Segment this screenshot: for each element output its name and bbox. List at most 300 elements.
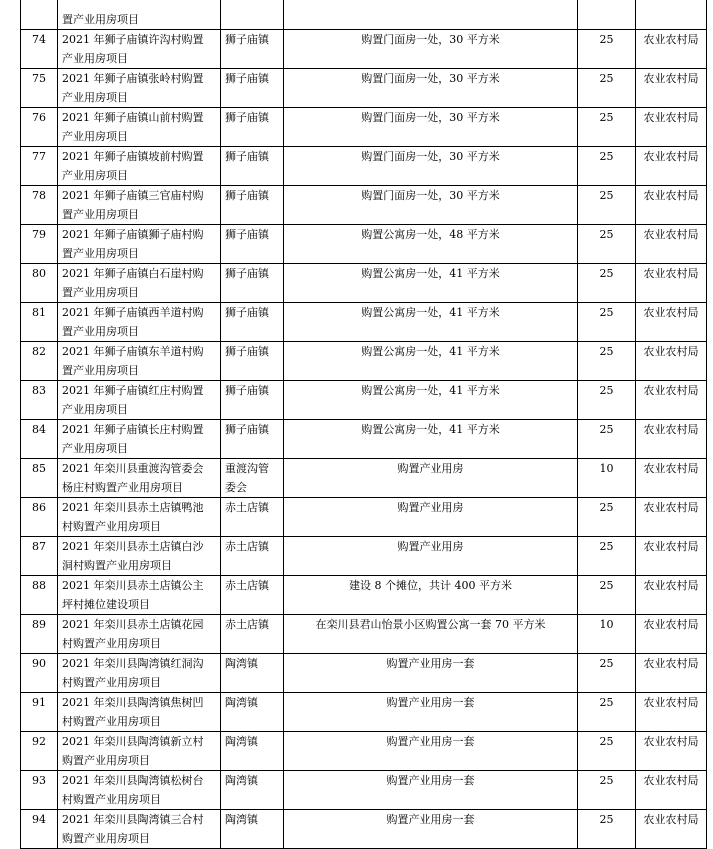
cell-project-line2: 村购置产业用房项目 [62,715,161,728]
cell-dept-line1: 农业农村局 [643,228,699,241]
cell-dept-line1: 农业农村局 [643,384,699,397]
cell-project-line1: 2021 年栾川县陶湾镇新立村 [62,735,204,748]
cell-town [221,264,284,303]
cell-no-line1: 87 [32,540,46,553]
cell-project-line2: 村购置产业用房项目 [62,676,161,689]
cell-no [21,69,58,108]
table-row [21,576,707,615]
cell-town [221,498,284,537]
cell-town [221,810,284,849]
cell-no-line1: 80 [32,267,46,280]
cell-content [284,303,578,342]
cell-content-line1: 购置公寓房一处，41 平方米 [361,423,500,436]
cell-project [58,108,221,147]
cell-dept-line1: 农业农村局 [643,774,699,787]
cell-project-line2: 村购置产业用房项目 [62,520,161,533]
cell-amount-line1: 10 [599,462,614,475]
cell-project-line1: 2021 年栾川县赤土店镇鸭池 [62,501,204,514]
cell-dept [636,771,707,810]
cell-content [284,537,578,576]
cell-town-line1: 陶湾镇 [225,657,258,670]
cell-town [221,381,284,420]
cell-amount-line1: 25 [599,657,614,670]
cell-project-line1: 2021 年狮子庙镇坡前村购置 [62,150,204,163]
cell-dept [636,69,707,108]
cell-no [21,342,58,381]
table-row [21,420,707,459]
cell-project-line2: 置产业用房项目 [62,364,139,377]
cell-project-line1: 2021 年栾川县赤土店镇花园 [62,618,204,631]
cell-dept [636,732,707,771]
cell-amount-line1: 25 [599,735,614,748]
cell-project-line1: 2021 年狮子庙镇山前村购置 [62,111,204,124]
cell-no-line1: 88 [32,579,46,592]
table-row [21,615,707,654]
cell-project [58,264,221,303]
cell-town [221,147,284,186]
cell-content [284,459,578,498]
cell-dept [636,654,707,693]
table-row [21,459,707,498]
cell-dept [636,30,707,69]
table-row [21,264,707,303]
cell-project-line2: 洞村购置产业用房项目 [62,559,172,572]
cell-content-line1: 购置门面房一处，30 平方米 [361,33,500,46]
cell-project-line2: 坪村摊位建设项目 [62,598,150,611]
cell-dept-line1: 农业农村局 [643,189,699,202]
cell-dept [636,0,707,30]
cell-content [284,615,578,654]
cell-content-line1: 购置门面房一处，30 平方米 [361,111,500,124]
cell-no-line1: 84 [32,423,46,436]
cell-no [21,498,58,537]
cell-town-line1: 陶湾镇 [225,774,258,787]
cell-amount [578,732,636,771]
cell-no [21,615,58,654]
cell-content-line1: 购置产业用房一套 [386,735,475,748]
table-row [21,225,707,264]
cell-amount-line1: 25 [599,774,614,787]
cell-project [58,303,221,342]
cell-amount-line1: 25 [599,813,614,826]
cell-amount-line1: 10 [599,618,614,631]
cell-project-line1: 2021 年栾川县陶湾镇焦树凹 [62,696,204,709]
cell-no-line1: 93 [32,774,46,787]
cell-dept [636,810,707,849]
cell-content-line1: 购置产业用房一套 [386,813,475,826]
cell-town-line1: 陶湾镇 [225,813,258,826]
cell-project-line1: 2021 年狮子庙镇白石崖村购 [62,267,204,280]
cell-project-line1: 2021 年狮子庙镇红庄村购置 [62,384,204,397]
cell-project [58,147,221,186]
cell-town [221,69,284,108]
cell-town-line1: 狮子庙镇 [225,306,269,319]
cell-dept-line1: 农业农村局 [643,813,699,826]
cell-no [21,303,58,342]
cell-no-line1: 82 [32,345,46,358]
cell-town-line1: 陶湾镇 [225,696,258,709]
cell-content-line1: 购置公寓房一处，41 平方米 [361,267,500,280]
cell-content [284,186,578,225]
cell-town [221,732,284,771]
cell-no [21,30,58,69]
cell-town [221,459,284,498]
cell-project-line1: 2021 年狮子庙镇三官庙村购 [62,189,204,202]
cell-dept [636,264,707,303]
cell-amount [578,420,636,459]
cell-project-line2: 购置产业用房项目 [62,754,150,767]
cell-town-line1: 狮子庙镇 [225,111,269,124]
project-table [20,0,707,849]
cell-content [284,147,578,186]
cell-dept-line1: 农业农村局 [643,696,699,709]
project-line2: 置产业用房项目 [62,13,139,26]
table-row [21,810,707,849]
cell-amount [578,537,636,576]
cell-project [58,69,221,108]
cell-town [221,576,284,615]
cell-town-line1: 狮子庙镇 [225,267,269,280]
cell-town [221,420,284,459]
cell-no [21,147,58,186]
cell-content-line1: 购置产业用房一套 [386,657,475,670]
table-row [21,771,707,810]
cell-project-line1: 2021 年栾川县陶湾镇红洞沟 [62,657,204,670]
cell-dept-line1: 农业农村局 [643,33,699,46]
cell-no-line1: 86 [32,501,46,514]
cell-town [221,537,284,576]
cell-content [284,693,578,732]
cell-town-line1: 狮子庙镇 [225,345,269,358]
cell-dept [636,225,707,264]
cell-content-line1: 购置公寓房一处，41 平方米 [361,345,500,358]
cell-no-line1: 81 [32,306,46,319]
cell-dept-line1: 农业农村局 [643,423,699,436]
cell-dept-line1: 农业农村局 [643,657,699,670]
cell-amount [578,186,636,225]
cell-project [58,654,221,693]
cell-town-line1: 狮子庙镇 [225,189,269,202]
cell-amount-line1: 25 [599,189,614,202]
table-row-partial [21,0,707,30]
cell-content-line1: 购置产业用房 [397,462,464,475]
cell-amount [578,0,636,30]
cell-amount [578,108,636,147]
cell-no-line1: 90 [32,657,46,670]
cell-content [284,264,578,303]
cell-content-line1: 购置产业用房 [397,540,464,553]
cell-project [58,810,221,849]
cell-no-line1: 85 [32,462,46,475]
cell-content-line1: 购置公寓房一处，41 平方米 [361,306,500,319]
cell-no [21,225,58,264]
cell-dept [636,381,707,420]
cell-project [58,732,221,771]
cell-content [284,108,578,147]
cell-dept-line1: 农业农村局 [643,150,699,163]
cell-amount [578,654,636,693]
cell-town-line1: 重渡沟管 [225,462,269,475]
cell-town [221,30,284,69]
cell-dept [636,498,707,537]
table-row [21,693,707,732]
cell-project-line1: 2021 年栾川县赤土店镇白沙 [62,540,204,553]
cell-content-line1: 购置公寓房一处，48 平方米 [361,228,500,241]
cell-no-line1: 75 [32,72,46,85]
cell-content [284,732,578,771]
cell-dept [636,342,707,381]
cell-content [284,30,578,69]
cell-dept-line1: 农业农村局 [643,111,699,124]
cell-no-line1: 94 [32,813,46,826]
cell-project [58,459,221,498]
cell-town-line1: 赤土店镇 [225,501,269,514]
cell-project-line2: 置产业用房项目 [62,247,139,260]
cell-dept-line1: 农业农村局 [643,540,699,553]
cell-dept-line1: 农业农村局 [643,462,699,475]
cell-town [221,0,284,30]
cell-amount-line1: 25 [599,579,614,592]
table-row [21,498,707,537]
cell-amount-line1: 25 [599,267,614,280]
cell-town [221,108,284,147]
cell-amount [578,225,636,264]
cell-no [21,264,58,303]
cell-town [221,771,284,810]
cell-no [21,810,58,849]
cell-content-line1: 购置产业用房一套 [386,774,475,787]
cell-town [221,342,284,381]
cell-amount-line1: 25 [599,696,614,709]
cell-amount [578,810,636,849]
cell-project [58,381,221,420]
cell-no [21,576,58,615]
cell-town-line1: 狮子庙镇 [225,150,269,163]
cell-content-line1: 在栾川县君山怡景小区购置公寓一套 70 平方米 [315,618,546,631]
table-row [21,108,707,147]
cell-content-line1: 建设 8 个摊位，共计 400 平方米 [349,579,512,592]
cell-no [21,732,58,771]
cell-dept [636,147,707,186]
cell-project-line2: 置产业用房项目 [62,208,139,221]
cell-amount [578,498,636,537]
cell-no [21,771,58,810]
cell-project-line1: 2021 年狮子庙镇张岭村购置 [62,72,204,85]
cell-project-line1: 2021 年狮子庙镇东羊道村购 [62,345,204,358]
cell-town-line1: 狮子庙镇 [225,423,269,436]
cell-amount [578,381,636,420]
cell-project [58,420,221,459]
cell-amount [578,459,636,498]
table-row [21,537,707,576]
cell-content-line1: 购置门面房一处，30 平方米 [361,189,500,202]
cell-town-line1: 赤土店镇 [225,579,269,592]
cell-content [284,69,578,108]
cell-project [58,225,221,264]
cell-town [221,303,284,342]
cell-no-line1: 78 [32,189,46,202]
cell-project [58,771,221,810]
cell-amount [578,69,636,108]
cell-town-line1: 狮子庙镇 [225,384,269,397]
cell-project [58,537,221,576]
cell-town-line1: 赤土店镇 [225,540,269,553]
cell-town [221,693,284,732]
cell-project-line2: 购置产业用房项目 [62,832,150,845]
cell-amount [578,615,636,654]
cell-content [284,381,578,420]
cell-project-line1: 2021 年栾川县陶湾镇松树台 [62,774,204,787]
cell-project [58,186,221,225]
cell-town-line1: 狮子庙镇 [225,33,269,46]
cell-amount-line1: 25 [599,384,614,397]
cell-content [284,342,578,381]
cell-content [284,498,578,537]
cell-dept-line1: 农业农村局 [643,306,699,319]
cell-no-line1: 79 [32,228,46,241]
cell-content [284,810,578,849]
cell-amount-line1: 25 [599,501,614,514]
table-row [21,342,707,381]
cell-town-line1: 陶湾镇 [225,735,258,748]
cell-dept-line1: 农业农村局 [643,735,699,748]
cell-project [58,0,221,30]
table-row [21,381,707,420]
cell-town-line2: 委会 [225,481,247,494]
cell-amount-line1: 25 [599,150,614,163]
table-row [21,186,707,225]
cell-project-line2: 置产业用房项目 [62,286,139,299]
cell-project-line1: 2021 年栾川县陶湾镇三合村 [62,813,204,826]
cell-project-line2: 产业用房项目 [62,91,128,104]
cell-content-line1: 购置产业用房 [397,501,464,514]
cell-project-line1: 2021 年狮子庙镇许沟村购置 [62,33,204,46]
cell-no-line1: 83 [32,384,46,397]
cell-amount-line1: 25 [599,228,614,241]
cell-amount [578,147,636,186]
cell-project [58,498,221,537]
cell-no-line1: 91 [32,696,46,709]
cell-project [58,615,221,654]
cell-no-line1: 92 [32,735,46,748]
cell-town [221,615,284,654]
cell-amount [578,342,636,381]
cell-no [21,108,58,147]
cell-content [284,0,578,30]
cell-dept [636,186,707,225]
table-row [21,147,707,186]
cell-amount-line1: 25 [599,423,614,436]
cell-project [58,342,221,381]
cell-dept [636,576,707,615]
cell-project-line2: 置产业用房项目 [62,325,139,338]
cell-dept [636,459,707,498]
table-row [21,69,707,108]
cell-town [221,654,284,693]
cell-content-line1: 购置门面房一处，30 平方米 [361,72,500,85]
cell-no [21,693,58,732]
cell-amount [578,576,636,615]
cell-amount [578,693,636,732]
cell-project-line2: 村购置产业用房项目 [62,637,161,650]
cell-project-line2: 产业用房项目 [62,169,128,182]
table-row [21,303,707,342]
cell-amount [578,771,636,810]
cell-project-line2: 杨庄村购置产业用房项目 [62,481,183,494]
table-row [21,732,707,771]
cell-content [284,576,578,615]
cell-amount-line1: 25 [599,306,614,319]
cell-dept [636,303,707,342]
cell-town-line1: 狮子庙镇 [225,228,269,241]
cell-no [21,654,58,693]
cell-project-line1: 2021 年狮子庙镇长庄村购置 [62,423,204,436]
cell-project [58,693,221,732]
cell-no-line1: 89 [32,618,46,631]
cell-town-line1: 赤土店镇 [225,618,269,631]
cell-amount-line1: 25 [599,540,614,553]
cell-town-line1: 狮子庙镇 [225,72,269,85]
cell-amount-line1: 25 [599,111,614,124]
cell-amount [578,30,636,69]
cell-amount-line1: 25 [599,33,614,46]
cell-content-line1: 购置门面房一处，30 平方米 [361,150,500,163]
cell-dept [636,615,707,654]
cell-dept-line1: 农业农村局 [643,72,699,85]
cell-no [21,0,58,30]
cell-project-line2: 产业用房项目 [62,403,128,416]
cell-content [284,654,578,693]
table-row [21,30,707,69]
cell-project-line1: 2021 年狮子庙镇狮子庙村购 [62,228,204,241]
cell-content [284,771,578,810]
cell-content [284,420,578,459]
cell-no [21,459,58,498]
cell-project-line1: 2021 年栾川县重渡沟管委会 [62,462,204,475]
cell-project-line1: 2021 年栾川县赤土店镇公主 [62,579,204,592]
cell-dept-line1: 农业农村局 [643,618,699,631]
cell-dept-line1: 农业农村局 [643,345,699,358]
cell-project [58,30,221,69]
cell-no [21,381,58,420]
cell-project-line2: 产业用房项目 [62,442,128,455]
cell-dept [636,108,707,147]
cell-no [21,186,58,225]
cell-dept [636,693,707,732]
cell-no-line1: 76 [32,111,46,124]
cell-amount-line1: 25 [599,345,614,358]
cell-dept-line1: 农业农村局 [643,501,699,514]
cell-amount-line1: 25 [599,72,614,85]
cell-project [58,576,221,615]
cell-content-line1: 购置产业用房一套 [386,696,475,709]
cell-dept [636,420,707,459]
cell-project-line1: 2021 年狮子庙镇西羊道村购 [62,306,204,319]
cell-project-line2: 产业用房项目 [62,52,128,65]
cell-dept-line1: 农业农村局 [643,267,699,280]
cell-no [21,537,58,576]
cell-content-line1: 购置公寓房一处，41 平方米 [361,384,500,397]
cell-no-line1: 77 [32,150,46,163]
cell-amount [578,303,636,342]
cell-town [221,186,284,225]
cell-content [284,225,578,264]
table-row [21,654,707,693]
cell-project-line2: 村购置产业用房项目 [62,793,161,806]
cell-no-line1: 74 [32,33,46,46]
cell-project-line2: 产业用房项目 [62,130,128,143]
cell-dept-line1: 农业农村局 [643,579,699,592]
